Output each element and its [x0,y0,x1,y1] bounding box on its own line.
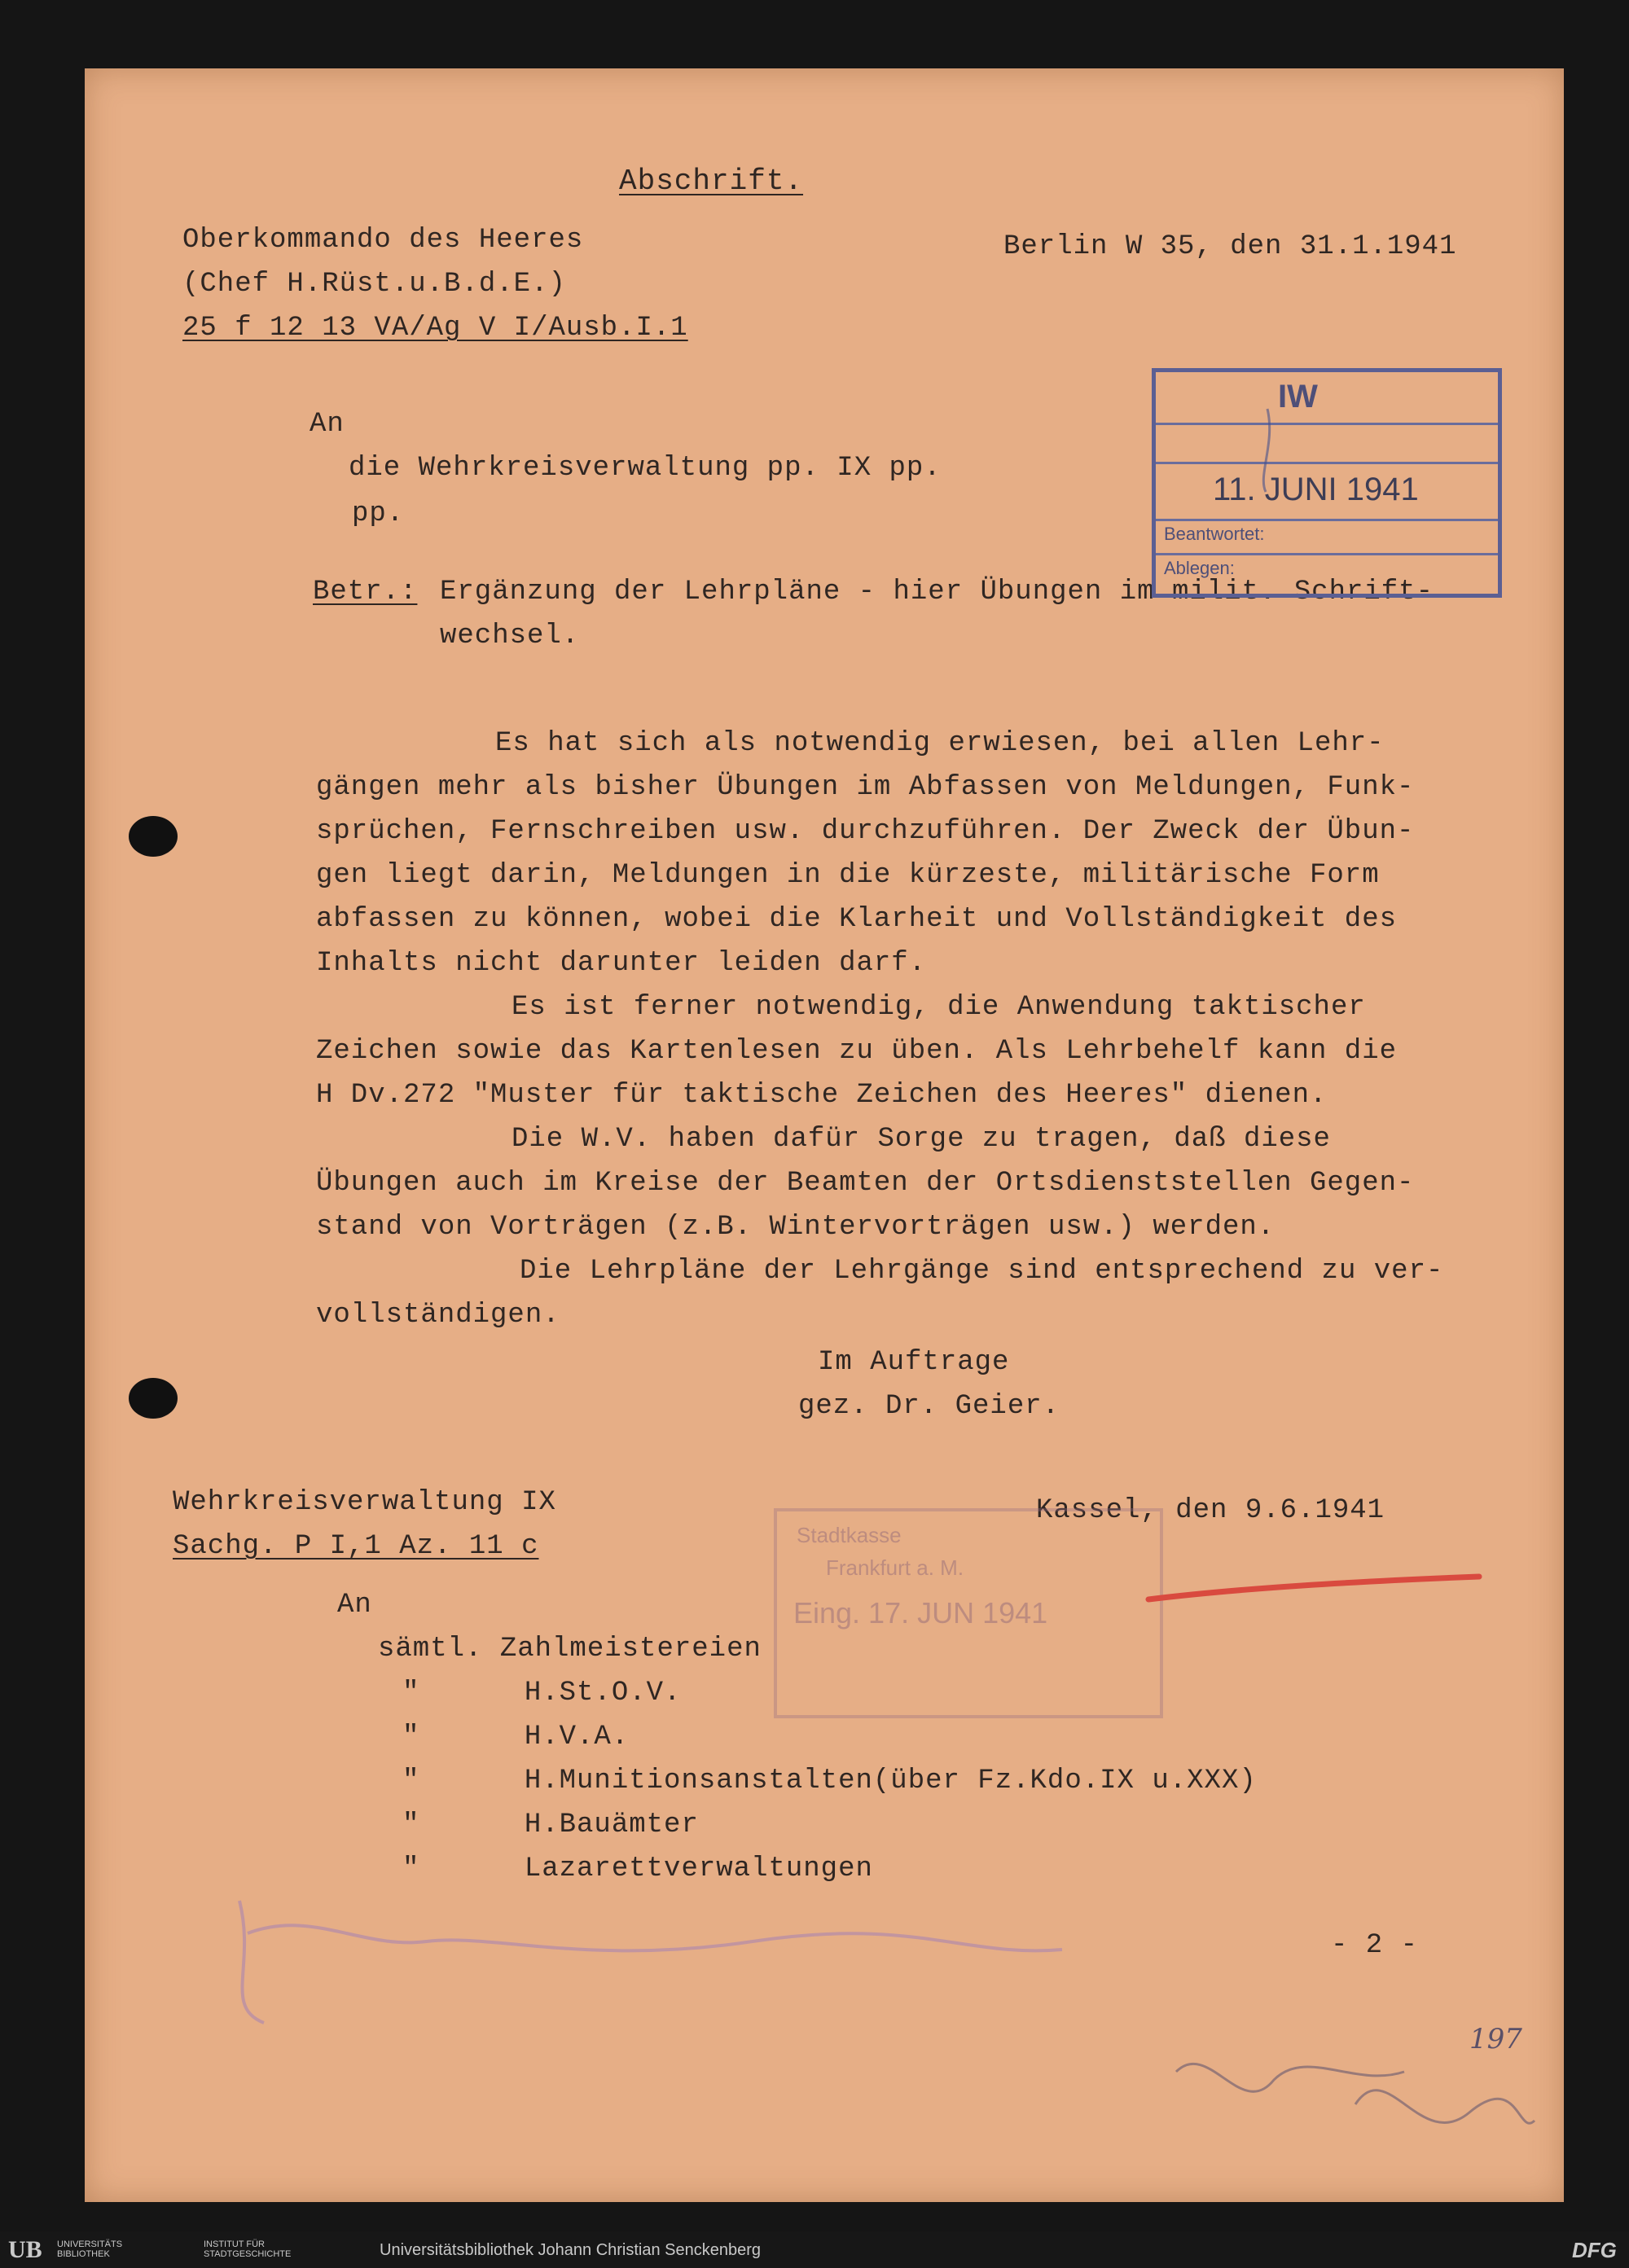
subject-label: Betr.: [313,577,418,608]
addressee-line-1: An [310,409,345,440]
recipient-line-2: " H.St.O.V. [402,1678,682,1709]
stamp-office-mark: IW [1278,379,1318,415]
subject-line-2: wechsel. [440,621,580,651]
addressee-line-2: die Wehrkreisverwaltung pp. IX pp. [349,453,942,484]
stamp-check-mark [1263,409,1269,492]
footer-bar [0,2231,1629,2268]
sender-line-3: 25 f 12 13 VA/Ag V I/Ausb.I.1 [182,313,688,344]
pencil-signature [1355,2090,1535,2124]
body-line-7: Es ist ferner notwendig, die Anwendung taktischer [512,992,1366,1023]
recipient-line-1: sämtl. Zahlmeistereien [378,1634,762,1665]
signature-line-1: Im Auftrage [818,1347,1010,1378]
body-line-13: Die Lehrpläne der Lehrgänge sind entsprechend zu ver- [520,1256,1444,1287]
folio-number: 197 [1469,2023,1522,2055]
body-line-4: gen liegt darin, Meldungen in die kürzeste, militärische Form [316,860,1380,891]
body-line-2: gängen mehr als bisher Übungen im Abfassen von Meldungen, Funk- [316,772,1415,803]
violet-handwriting-stroke [239,1901,264,2023]
addressee-line-3: pp. [352,498,405,529]
stamp-file-label: Ablegen: [1164,558,1235,578]
ub-logo-text: UNIVERSITÄTS BIBLIOTHEK [57,2239,123,2259]
pencil-handwriting [1176,2064,1404,2091]
body-line-9: H Dv.272 "Muster für taktische Zeichen des Heeres" dienen. [316,1080,1328,1111]
ub-logo: UB [8,2236,42,2263]
page-marker: - 2 - [1331,1930,1419,1961]
second-place-date: Kassel, den 9.6.1941 [1036,1495,1385,1526]
sender-line-2: (Chef H.Rüst.u.B.d.E.) [182,269,566,300]
annotations-layer [85,68,1564,2202]
body-line-1: Es hat sich als notwendig erwiesen, bei allen Lehr- [495,728,1385,759]
body-line-6: Inhalts nicht darunter leiden darf. [316,948,927,979]
second-sender-line-2: Sachg. P I,1 Az. 11 c [173,1531,539,1562]
recipient-line-5: " H.Bauämter [402,1810,699,1840]
sender-line-1: Oberkommando des Heeres [182,225,584,256]
faint-stamp-line-2: Frankfurt a. M. [826,1555,964,1580]
faint-stamp-line-1: Stadtkasse [797,1523,902,1547]
body-line-12: stand von Vorträgen (z.B. Wintervorträgen usw.) werden. [316,1212,1276,1243]
recipient-line-6: " Lazarettverwaltungen [402,1853,873,1884]
stamp-answered-label: Beantwortet: [1164,524,1265,544]
body-line-8: Zeichen sowie das Kartenlesen zu üben. Als Lehrbehelf kann die [316,1036,1398,1067]
faint-stamp-date: Eing. 17. JUN 1941 [793,1596,1048,1630]
body-line-10: Die W.V. haben dafür Sorge zu tragen, daß diese [512,1124,1331,1155]
body-line-14: vollständigen. [316,1300,560,1331]
recipient-line-4: " H.Munitionsanstalten(über Fz.Kdo.IX u.XXX) [402,1766,1257,1796]
second-addressee: An [337,1590,372,1621]
red-pencil-underline [1148,1577,1479,1599]
document-title: Abschrift. [619,165,804,198]
stamp-date: 11. JUNI 1941 [1213,472,1419,507]
violet-handwriting [248,1925,1062,1950]
document-page [85,68,1564,2202]
dfg-logo: DFG [1572,2238,1617,2262]
institute-logo-text: INSTITUT FÜR STADTGESCHICHTE [204,2239,292,2259]
second-sender-line-1: Wehrkreisverwaltung IX [173,1487,556,1518]
recipient-line-3: " H.V.A. [402,1722,630,1753]
signature-line-2: gez. Dr. Geier. [798,1391,1060,1422]
body-line-3: sprüchen, Fernschreiben usw. durchzuführen. Der Zweck der Übun- [316,816,1415,847]
subject-line-1: Ergänzung der Lehrpläne - hier Übungen im milit. Schrift- [440,577,1434,608]
body-line-11: Übungen auch im Kreise der Beamten der Ortsdienststellen Gegen- [316,1168,1415,1199]
footer-center-text: Universitätsbibliothek Johann Christian Senckenberg [380,2241,762,2259]
place-date: Berlin W 35, den 31.1.1941 [1003,231,1457,262]
body-line-5: abfassen zu können, wobei die Klarheit und Vollständigkeit des [316,904,1398,935]
